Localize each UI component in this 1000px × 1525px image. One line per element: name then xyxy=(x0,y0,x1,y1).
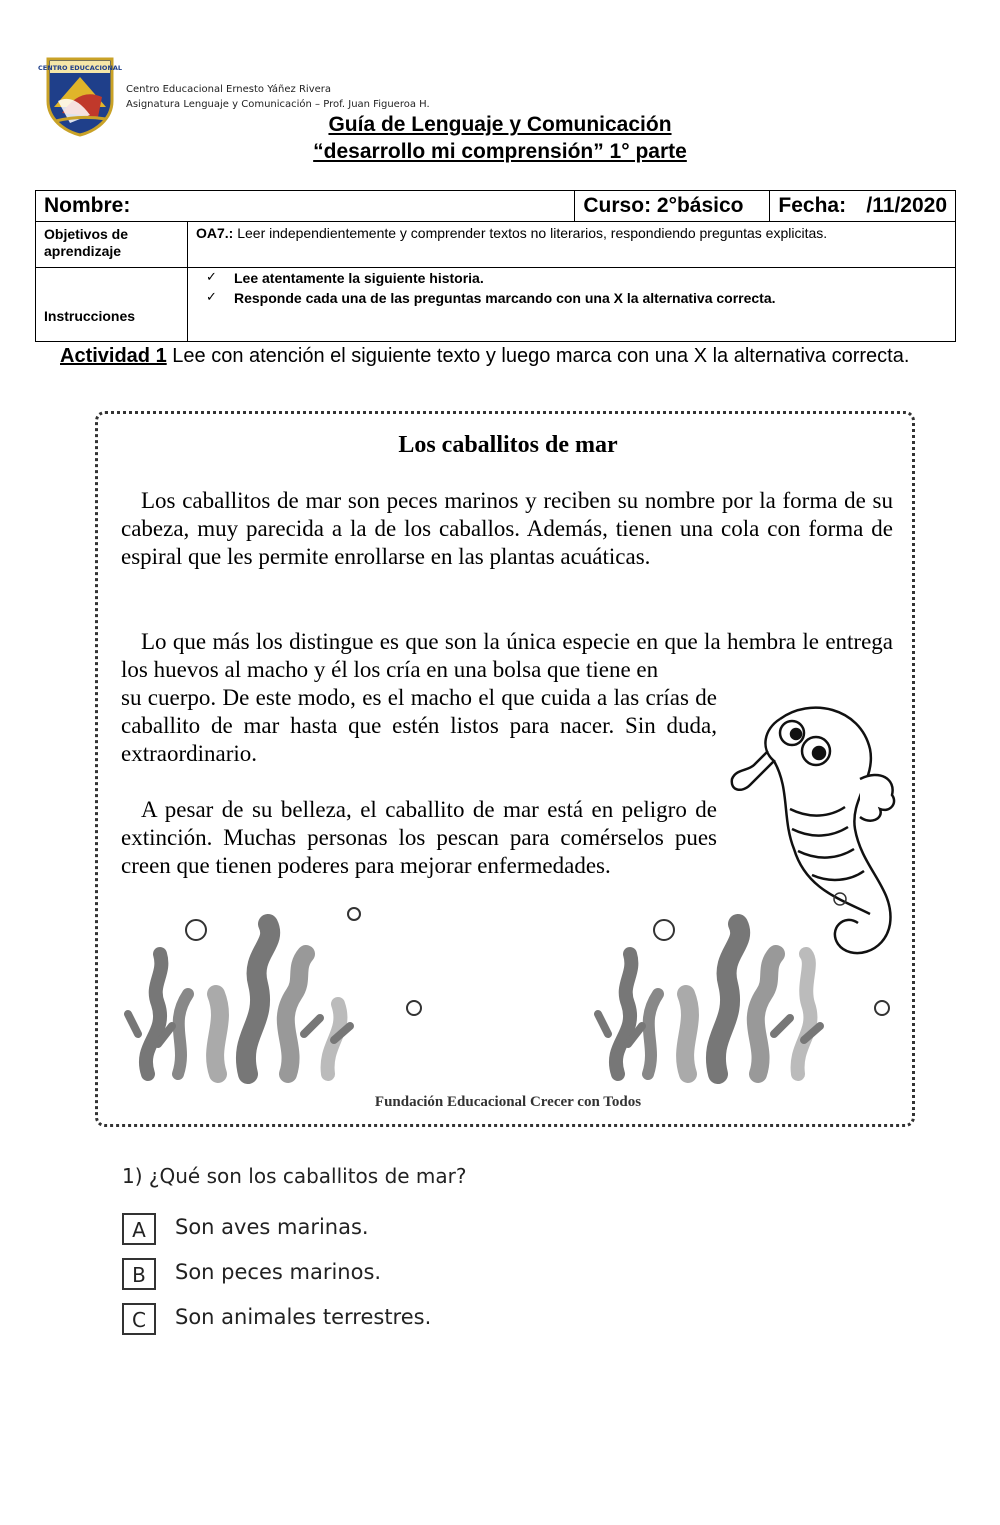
info-table xyxy=(35,190,956,342)
logo-text: CENTRO EDUCACIONAL xyxy=(37,64,123,72)
instrucciones-cell xyxy=(188,268,956,342)
option-b-checkbox[interactable]: B xyxy=(122,1258,156,1290)
option-a-checkbox[interactable]: A xyxy=(122,1213,156,1245)
story-source: Fundación Educacional Crecer con Todos xyxy=(374,1094,642,1110)
curso-cell xyxy=(575,191,770,222)
fecha-value: /11/2020 xyxy=(866,194,947,217)
objetivos-cell xyxy=(188,222,956,268)
story-title: Los caballitos de mar xyxy=(398,432,618,458)
curso-label: Curso: 2°básico xyxy=(583,194,744,217)
school-header xyxy=(126,82,430,112)
story-paragraph-2-part-1: Lo que más los distingue es que son la única especie en que la hembra le entrega los huevos al macho y él los cría en una bolsa que tiene en xyxy=(121,629,893,682)
instruction-item: ✓ Lee atentamente la siguiente historia. xyxy=(234,268,947,288)
fecha-cell[interactable] xyxy=(770,191,956,222)
nombre-cell[interactable] xyxy=(36,191,575,222)
instructions-list xyxy=(196,268,947,308)
page-title: Guía de Lenguaje y Comunicación xyxy=(328,113,672,136)
nombre-label: Nombre: xyxy=(44,194,131,217)
activity-label: Actividad 1 xyxy=(60,345,167,367)
seaweed-left xyxy=(128,924,350,1074)
activity-text: Lee con atención el siguiente texto y luego marca con una X la alternativa correcta. xyxy=(172,345,910,367)
instruction-item: ✓ Responde cada una de las preguntas marcando con una X la alternativa correcta. xyxy=(234,288,947,308)
activity-instruction xyxy=(60,344,950,369)
option-b-text: Son peces marinos. xyxy=(175,1260,382,1284)
story-paragraph-2 xyxy=(121,628,893,684)
school-name: Centro Educacional Ernesto Yáñez Rivera xyxy=(126,84,332,95)
seaweed-illustration-icon xyxy=(98,914,918,1094)
story-box xyxy=(95,411,915,1127)
seaweed-right xyxy=(598,924,820,1074)
subject-teacher: Asignatura Lenguaje y Comunicación – Prof. Juan Figueroa H. xyxy=(126,99,430,110)
option-a-text: Son aves marinas. xyxy=(175,1215,369,1239)
objetivos-label: Objetivos de aprendizaje xyxy=(36,222,188,268)
objetivos-code: OA7.: xyxy=(196,225,234,241)
instrucciones-label: Instrucciones xyxy=(36,268,188,342)
objetivos-text: Leer independientemente y comprender textos no literarios, respondiendo preguntas explicitas. xyxy=(237,225,828,241)
question-1: 1) ¿Qué son los caballitos de mar? xyxy=(122,1164,467,1188)
page-subtitle: “desarrollo mi comprensión” 1° parte xyxy=(313,140,687,163)
story-paragraph-1: Los caballitos de mar son peces marinos y reciben su nombre por la forma de su cabeza, muy parecida a la de los caballos. Además, tienen una cola con forma de espiral que les permite enrollarse en las plantas acuáticas. xyxy=(121,488,893,569)
story-paragraph-2-part-2: su cuerpo. De este modo, es el macho el que cuida a las crías de caballito de mar hasta que estén listos para nacer. Sin duda, extraordinario. xyxy=(121,685,717,766)
fecha-label: Fecha: xyxy=(778,194,847,217)
story-paragraph-3: A pesar de su belleza, el caballito de mar está en peligro de extinción. Muchas personas los pescan para comérselos pues creen que tienen poderes para mejorar enfermedades. xyxy=(121,797,717,878)
option-c-checkbox[interactable]: C xyxy=(122,1303,156,1335)
option-c-text: Son animales terrestres. xyxy=(175,1305,432,1329)
